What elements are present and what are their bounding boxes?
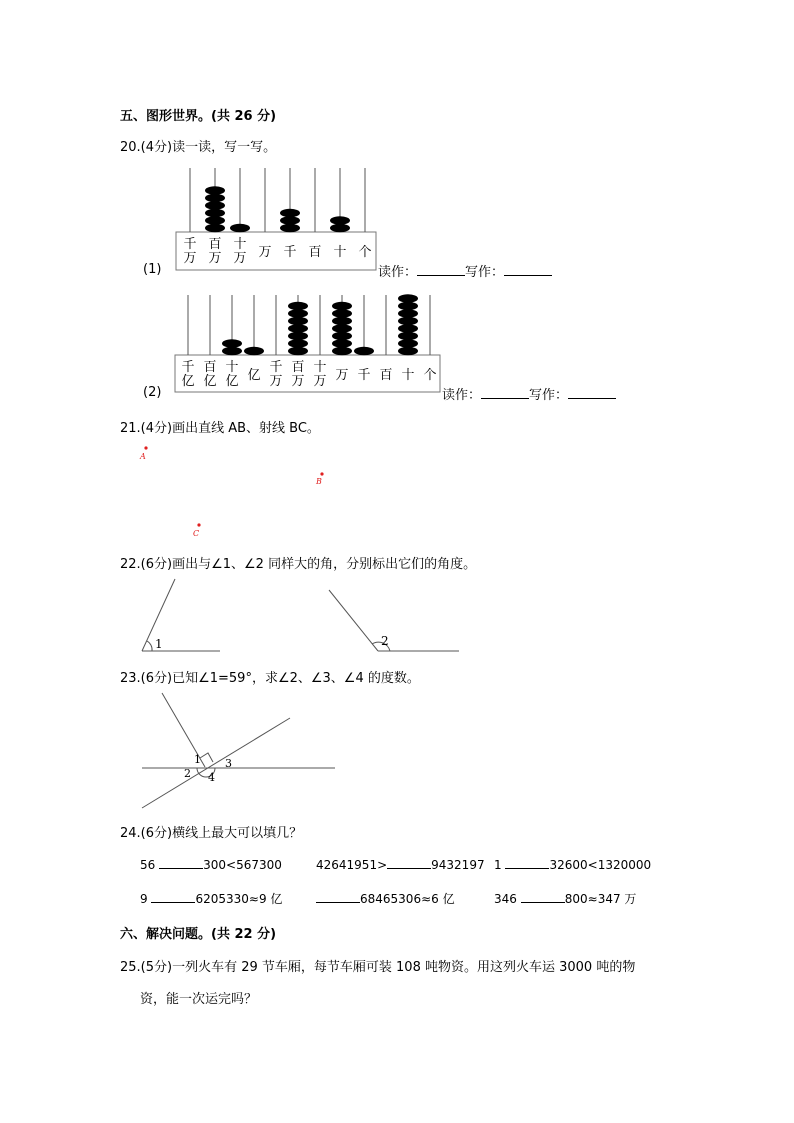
q20-title: 20.(4分)读一读，写一写。 (120, 140, 277, 155)
point-a-label: A (140, 452, 146, 461)
place-label: 亿 (203, 374, 217, 389)
place-label: 亿 (225, 374, 239, 389)
fill-blank[interactable] (316, 890, 360, 903)
place-label: 个 (358, 245, 372, 260)
section-5-title: 五、图形世界。(共 26 分) (120, 109, 277, 124)
q21-title: 21.(4分)画出直线 AB、射线 BC。 (120, 421, 320, 436)
q24-row1-item1: 56 300<567300 (140, 858, 282, 872)
place-label: 亿 (247, 368, 261, 383)
q23-title: 23.(6分)已知∠1=59°，求∠2、∠3、∠4 的度数。 (120, 671, 420, 686)
place-label: 千 (181, 360, 195, 375)
fill-blank[interactable] (505, 856, 549, 869)
q24-row1-item2: 42641951> 9432197 (316, 858, 485, 872)
q25-line1: 25.(5分)一列火车有 29 节车厢，每节车厢可装 108 吨物资。用这列火车运 3000 吨的物 (120, 960, 636, 975)
place-label: 百 (291, 360, 305, 375)
fill-blank[interactable] (159, 856, 203, 869)
q25-line2: 资，能一次运完吗？ (140, 992, 258, 1007)
place-label: 万 (208, 251, 222, 266)
place-label: 万 (313, 374, 327, 389)
place-label: 千 (269, 360, 283, 375)
place-label: 百 (308, 245, 322, 260)
write-label: 写作： (529, 388, 569, 403)
place-label: 千 (283, 245, 297, 260)
fill-blank[interactable] (521, 890, 565, 903)
place-label: 万 (335, 368, 349, 383)
angle-2-label: 2 (184, 767, 191, 780)
place-label: 千 (357, 368, 371, 383)
angle-1-label: 1 (194, 753, 201, 766)
q24-row1-item3: 1 32600<1320000 (494, 858, 652, 872)
place-label: 亿 (181, 374, 195, 389)
fill-blank[interactable] (151, 890, 195, 903)
place-label: 十 (225, 360, 239, 375)
write-label: 写作： (465, 265, 505, 280)
angle-3-label: 3 (225, 757, 232, 770)
point-c-label: C (193, 529, 200, 538)
place-label: 百 (379, 368, 393, 383)
place-label: 万 (258, 245, 272, 260)
fill-blank[interactable] (387, 856, 431, 869)
angle-2-label: 2 (381, 634, 389, 648)
place-label: 十 (401, 368, 415, 383)
angle-4-label: 4 (208, 771, 215, 784)
place-label: 十 (333, 245, 347, 260)
place-label: 个 (423, 368, 437, 383)
point-b-label: B (316, 477, 322, 486)
abacus1-number: (1) (143, 262, 162, 277)
section-6-title: 六、解决问题。(共 22 分) (120, 927, 277, 942)
place-label: 千 (183, 237, 197, 252)
q24-title: 24.(6分)横线上最大可以填几？ (120, 826, 303, 841)
place-label: 十 (313, 360, 327, 375)
q24-row2-item2: 68465306≈6 亿 (316, 890, 455, 907)
place-label: 万 (183, 251, 197, 266)
place-label: 百 (203, 360, 217, 375)
place-label: 十 (233, 237, 247, 252)
place-label: 万 (269, 374, 283, 389)
q24-row2-item3: 346 800≈347 万 (494, 892, 637, 906)
place-label: 百 (208, 237, 222, 252)
angle-1-label: 1 (155, 637, 163, 651)
read-label: 读作： (442, 388, 482, 403)
place-label: 万 (233, 251, 247, 266)
abacus2-number: (2) (143, 385, 162, 400)
q22-title: 22.(6分)画出与∠1、∠2 同样大的角，分别标出它们的角度。 (120, 557, 477, 572)
read-label: 读作： (378, 265, 418, 280)
place-label: 万 (291, 374, 305, 389)
q24-row2-item1: 9 6205330≈9 亿 (140, 892, 283, 906)
